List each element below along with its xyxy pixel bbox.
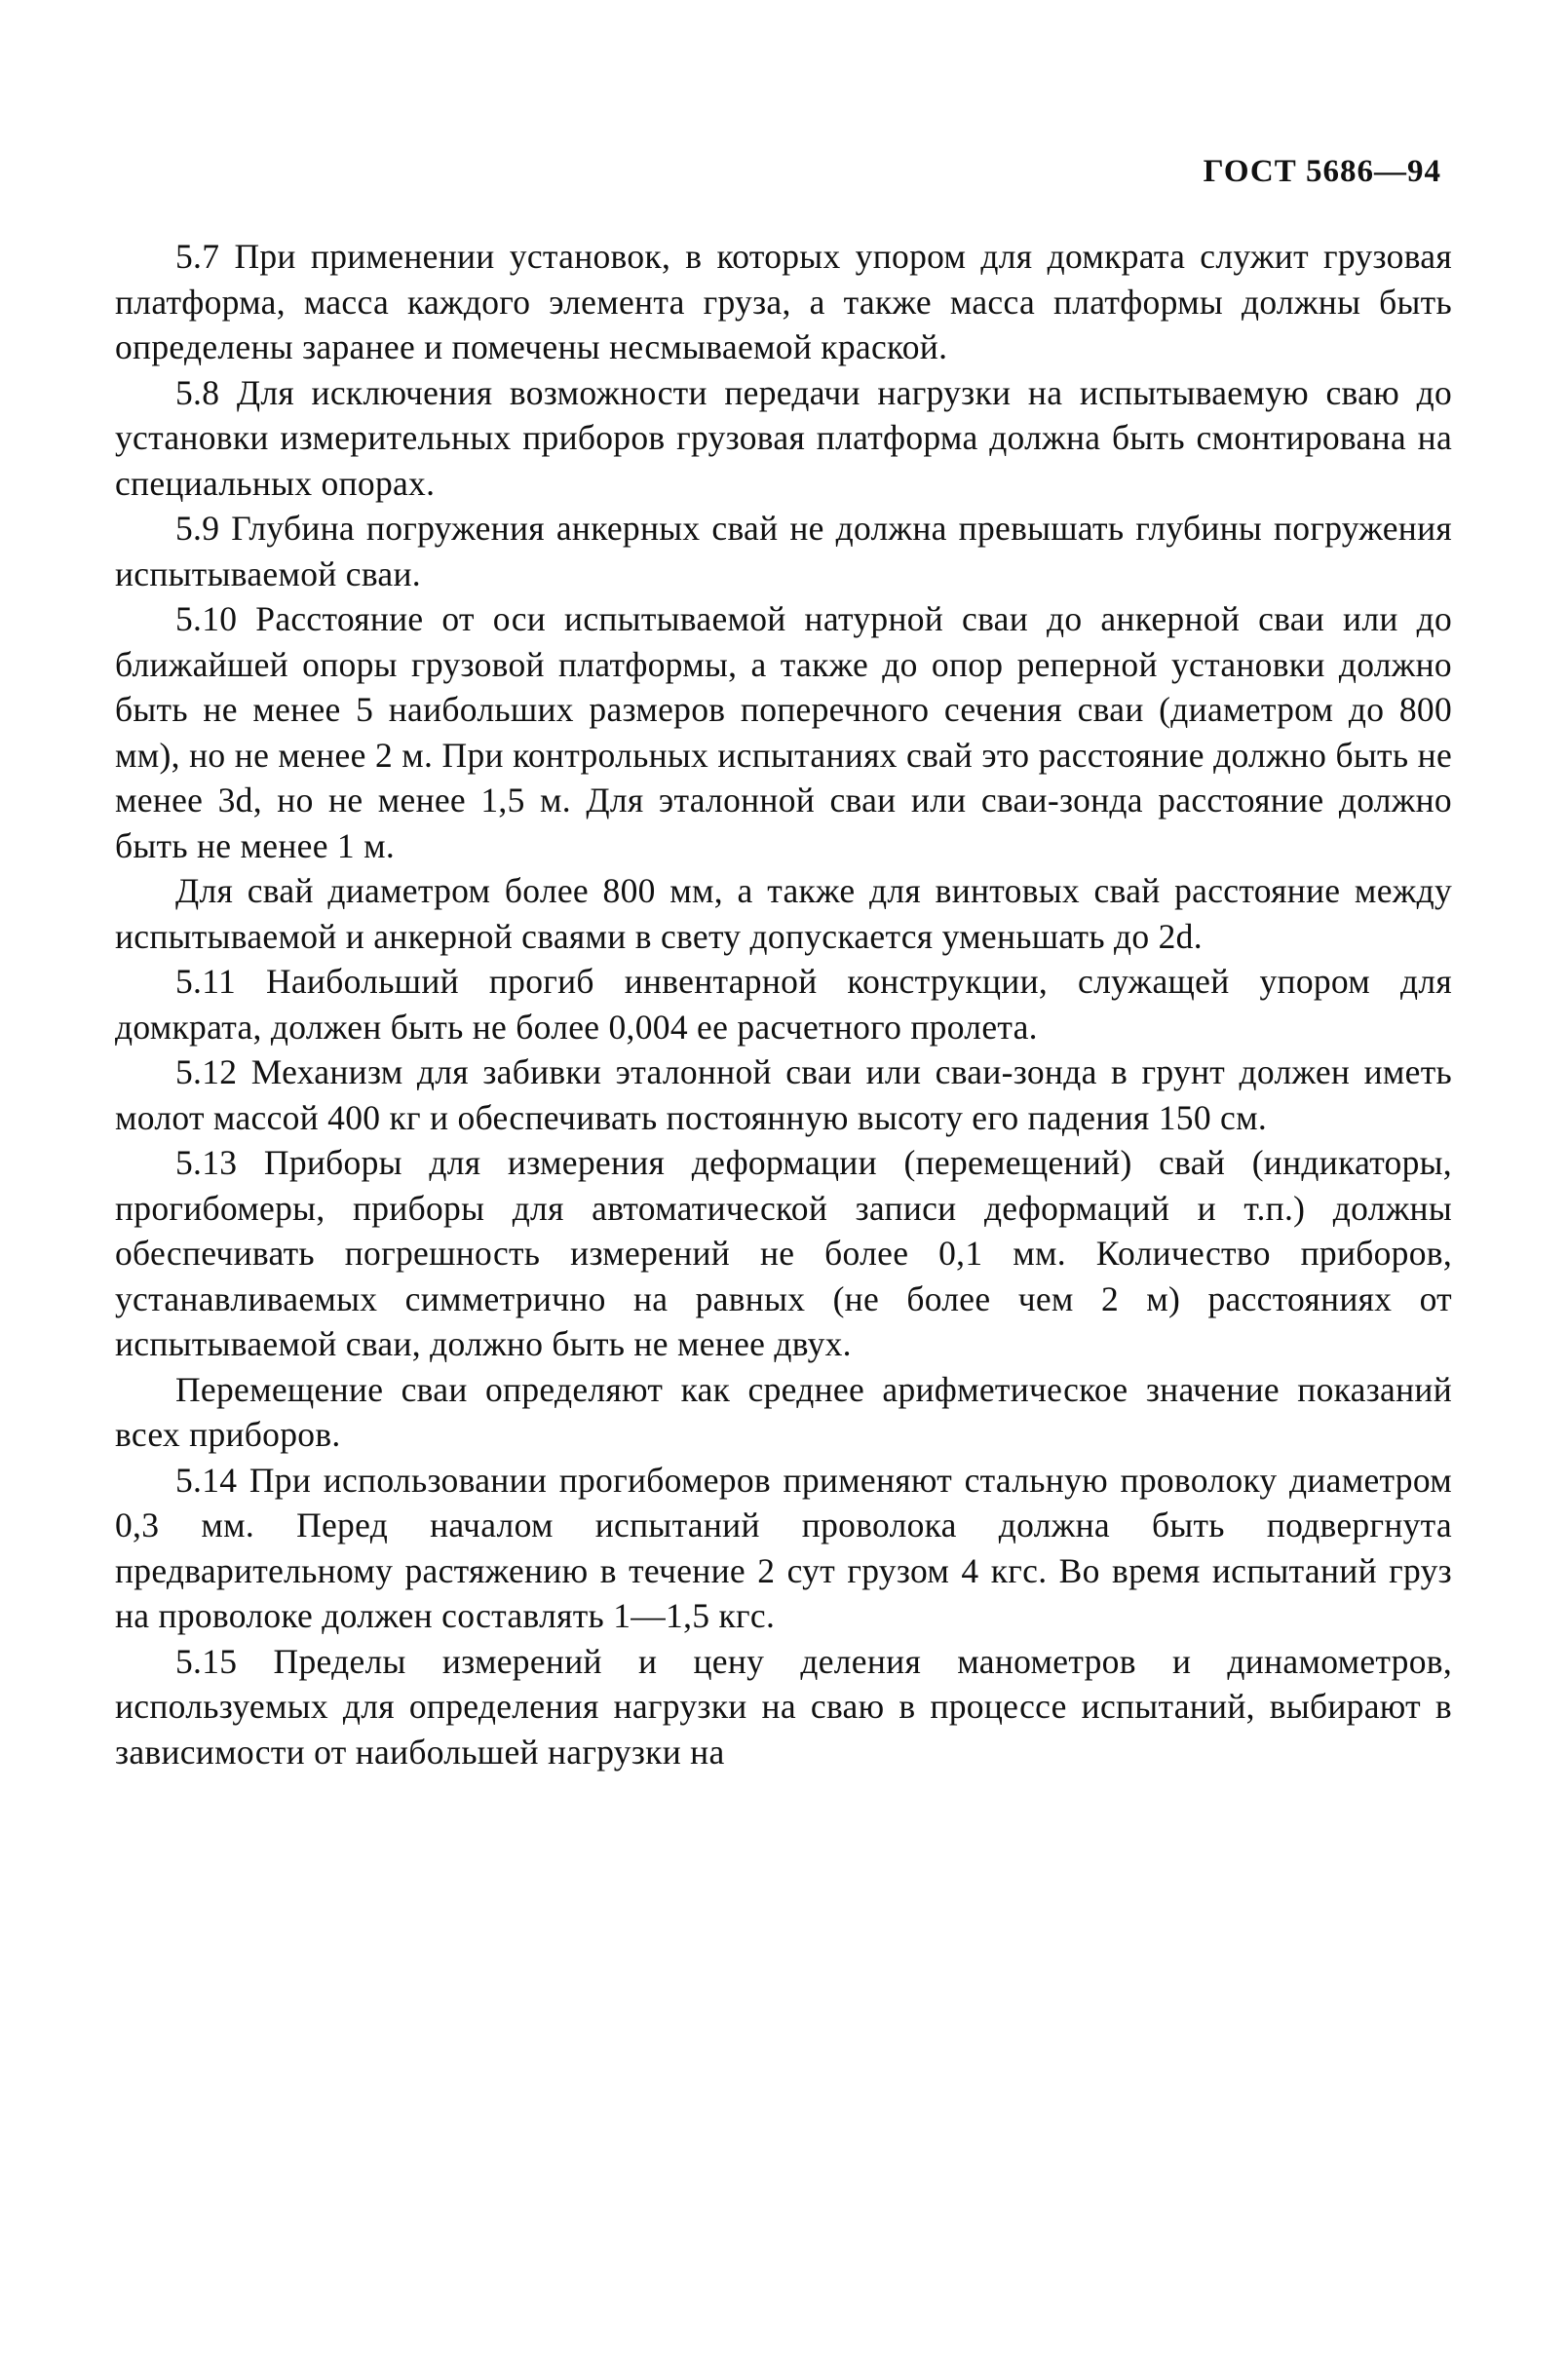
paragraph-5-13-continued: Перемещение сваи определяют как среднее арифметическое значение показаний всех приборов.: [115, 1369, 1452, 1454]
paragraph-5-7: 5.7 При применении установок, в которых упором для домкрата служит грузовая платформа, масса каждого элемента груза, а также масса платформы должны быть определены заранее и помечены несмываемой краской.: [115, 237, 1452, 366]
paragraph-5-10: 5.10 Расстояние от оси испытываемой натурной сваи до анкерной сваи или до ближайшей опоры грузовой платформы, а также до опор реперной установки должно быть не менее 5 наибольших размеров поперечного сечения сваи (диаметром до 800 мм), но не менее 2 м. При контрольных испытаниях свай это расстояние должно быть не менее 3d, но не менее 1,5 м. Для эталонной сваи или сваи-зонда расстояние должно быть не менее 1 м.: [115, 599, 1452, 865]
paragraph-5-8: 5.8 Для исключения возможности передачи нагрузки на испытываемую сваю до установки измерительных приборов грузовая платформа должна быть смонтирована на специальных опорах.: [115, 372, 1452, 503]
paragraph-5-14: 5.14 При использовании прогибомеров применяют стальную проволоку диаметром 0,3 мм. Перед началом испытаний проволока должна быть подвергнута предварительному растяжению в течение 2 сут грузом 4 кгс. Во время испытаний груз на проволоке должен составлять 1—1,5 кгс.: [115, 1460, 1452, 1635]
paragraph-5-11: 5.11 Наибольший прогиб инвентарной конструкции, служащей упором для домкрата, должен быть не более 0,004 ее расчетного пролета.: [115, 962, 1452, 1047]
paragraph-5-12: 5.12 Механизм для забивки эталонной сваи или сваи-зонда в грунт должен иметь молот массой 400 кг и обеспечивать постоянную высоту его падения 150 см.: [115, 1052, 1452, 1137]
document-body: [115, 234, 1452, 1774]
page-header-doc-code: ГОСТ 5686—94: [1203, 154, 1441, 189]
paragraph-5-13: 5.13 Приборы для измерения деформации (перемещений) свай (индикаторы, прогибомеры, приборы для автоматической записи деформаций и т.п.) должны обеспечивать погрешность измерений не более 0,1 мм. Количество приборов, устанавливаемых симметрично на равных (не более чем 2 м) расстояниях от испытываемой сваи, должно быть не менее двух.: [115, 1143, 1452, 1363]
paragraph-5-15: 5.15 Пределы измерений и цену деления манометров и динамометров, используемых для определения нагрузки на сваю в процессе испытаний, выбирают в зависимости от наибольшей нагрузки на: [115, 1641, 1452, 1772]
paragraph-5-9: 5.9 Глубина погружения анкерных свай не должна превышать глубины погружения испытываемой сваи.: [115, 509, 1452, 593]
paragraph-5-10-continued: Для свай диаметром более 800 мм, а также для винтовых свай расстояние между испытываемой и анкерной сваями в свету допускается уменьшать до 2d.: [115, 871, 1452, 956]
